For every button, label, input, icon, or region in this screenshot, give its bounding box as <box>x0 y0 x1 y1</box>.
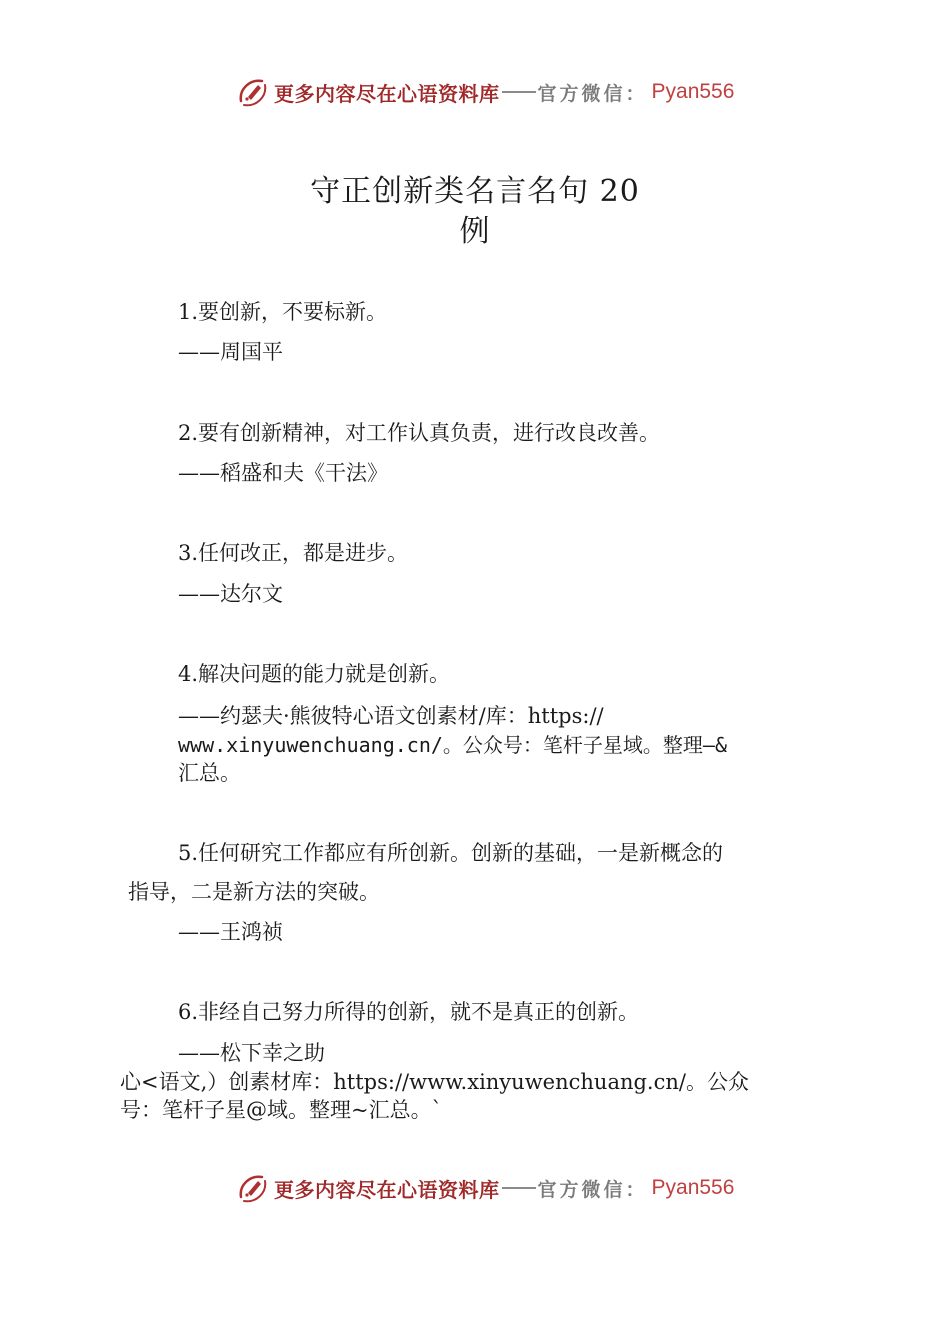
header-banner <box>236 74 734 110</box>
wechat-id: Pyan556 <box>651 80 735 103</box>
quote-4-author-line-2: www.xinyuwenchuang.cn/。公众号：笔杆子星域。整理—& <box>178 733 727 757</box>
quote-4-text: 4.解决问题的能力就是创新。 <box>178 662 451 686</box>
page-title <box>0 172 950 252</box>
quote-4-author: ——约瑟夫·熊彼特心语文创素材/库：https:// <box>178 704 604 728</box>
quote-3-author: ——达尔文 <box>178 582 283 606</box>
quote-3-text: 3.任何改正，都是进步。 <box>178 541 409 565</box>
title-line-2: 例 <box>459 214 491 249</box>
title-line-1: 守正创新类名言名句 20 <box>310 174 640 209</box>
footer-banner <box>236 1170 734 1206</box>
quote-4-author-line-3: 汇总。 <box>178 761 241 785</box>
source-note-line-1: 心<语文,）创素材库：https://www.xinyuwenchuang.cn/。公众 <box>120 1070 749 1094</box>
quote-1-author: ——周国平 <box>178 340 283 364</box>
quote-1-text: 1.要创新，不要标新。 <box>178 300 388 324</box>
quote-5-text: 5.任何研究工作都应有所创新。创新的基础，一是新概念的 <box>178 841 724 865</box>
banner-dash <box>502 1187 536 1189</box>
quote-5-author: ——王鸿祯 <box>178 920 283 944</box>
quote-2-text: 2.要有创新精神，对工作认真负责，进行改良改善。 <box>178 421 661 445</box>
quote-6-text: 6.非经自己努力所得的创新，就不是真正的创新。 <box>178 1000 640 1024</box>
quote-5-text-line-2: 指导，二是新方法的突破。 <box>128 880 380 904</box>
official-wechat-label: 官方微信： <box>537 82 648 105</box>
pen-nib-icon <box>236 1171 270 1205</box>
pen-nib-icon <box>236 75 270 109</box>
official-wechat-label: 官方微信： <box>537 1178 648 1201</box>
quote-2-author: ——稻盛和夫《干法》 <box>178 461 388 485</box>
library-slogan: 更多内容尽在心语资料库 <box>274 1177 500 1202</box>
quote-6-author: ——松下幸之助 <box>178 1041 325 1065</box>
wechat-id: Pyan556 <box>651 1176 735 1199</box>
source-note-line-2: 号：笔杆子星@域。整理~汇总。` <box>120 1098 443 1122</box>
library-slogan: 更多内容尽在心语资料库 <box>274 81 500 106</box>
banner-dash <box>502 91 536 93</box>
